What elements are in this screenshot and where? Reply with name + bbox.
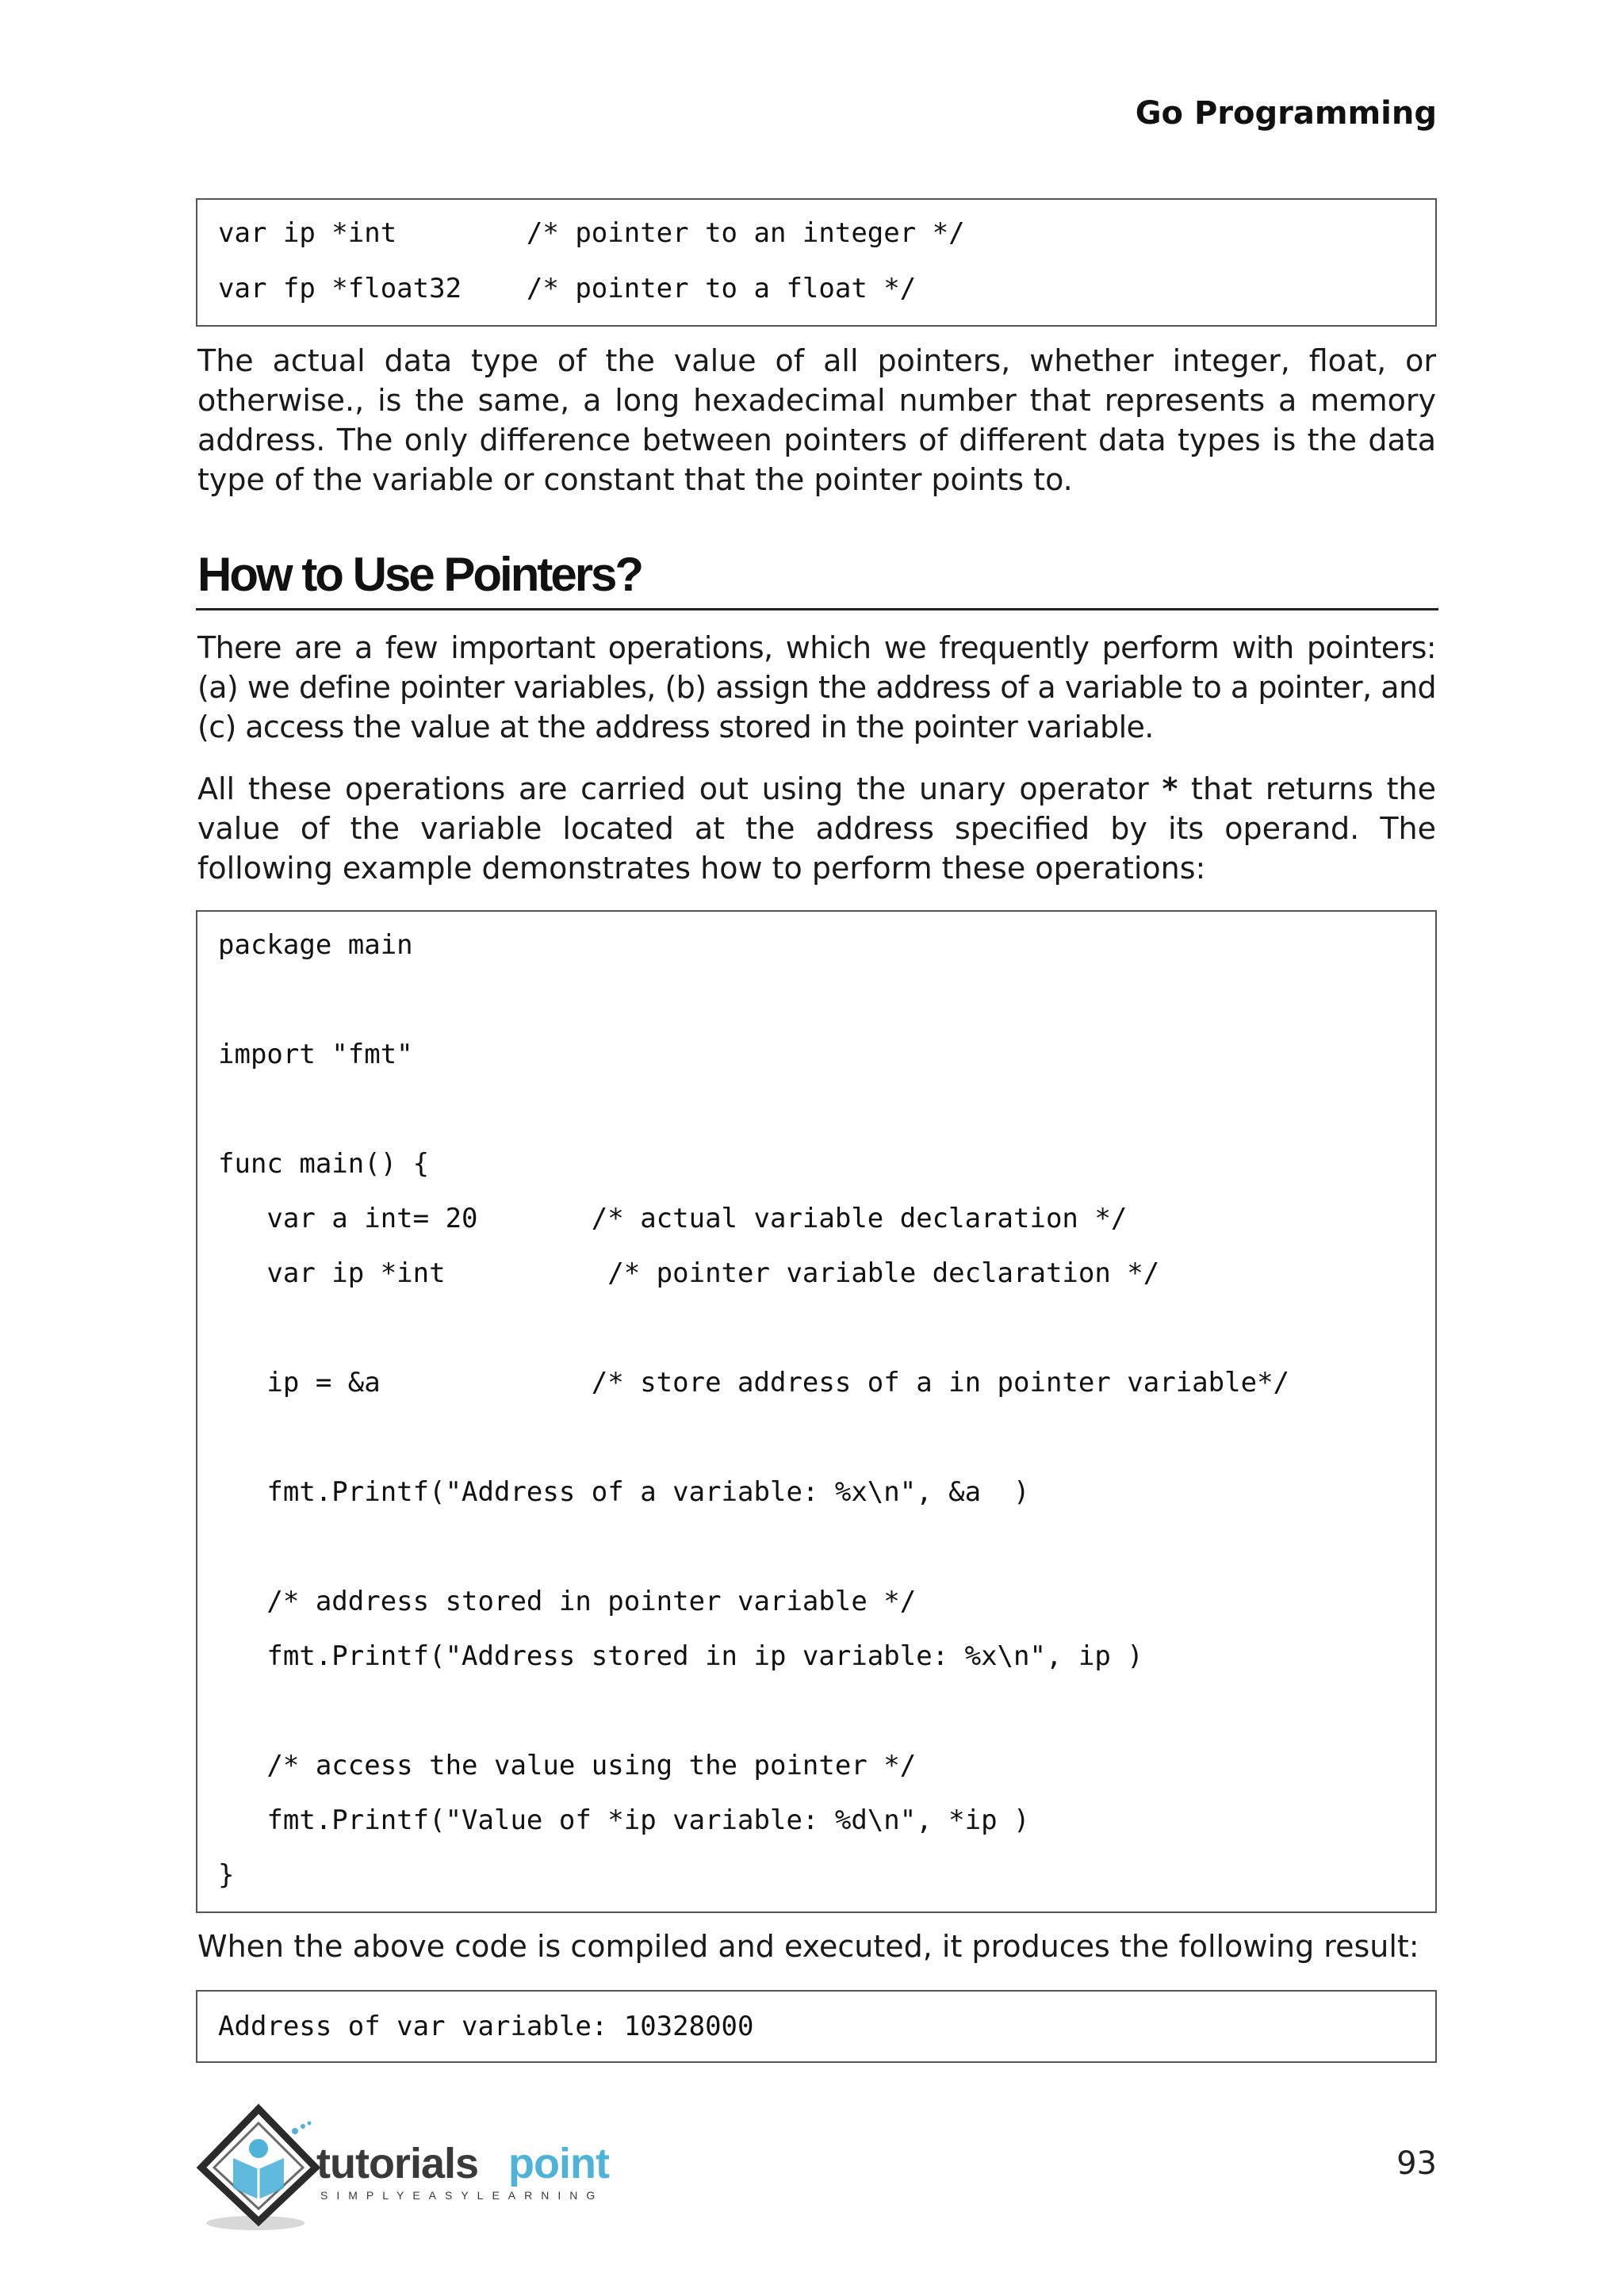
- page-number: 93: [1396, 2145, 1437, 2182]
- code-line: func main() {: [218, 1148, 430, 1180]
- code-block-example: [196, 910, 1437, 1913]
- section-heading: How to Use Pointers?: [197, 548, 642, 601]
- paragraph-pointer-operations: There are a few important operations, which we frequently perform with pointers: (a) we define pointer variables, (b) assign the address of a variable to a pointer, and (c) access the value at the address stored in the pointer variable.: [197, 630, 1436, 744]
- code-line: fmt.Printf("Address stored in ip variable: %x\n", ip ): [218, 1640, 1143, 1672]
- code-line: var ip *int /* pointer to an integer */: [218, 217, 965, 249]
- code-line: package main: [218, 929, 413, 961]
- code-line: var fp *float32 /* pointer to a float */: [218, 273, 917, 304]
- code-block-pointer-declarations: [196, 198, 1437, 327]
- code-line: /* access the value using the pointer */: [218, 1750, 917, 1781]
- code-line: ip = &a /* store address of a in pointer variable*/: [218, 1367, 1290, 1399]
- code-line: }: [218, 1859, 235, 1891]
- logo-mark-icon: [193, 2103, 638, 2237]
- code-line: import "fmt": [218, 1039, 413, 1070]
- logo-text-main: tutorials: [316, 2140, 479, 2187]
- logo-tagline: SIMPLYEASYLEARNING: [320, 2189, 604, 2202]
- logo-text-accent: point: [508, 2140, 609, 2187]
- paragraph-result-intro: When the above code is compiled and executed, it produces the following result:: [197, 1929, 1419, 1964]
- code-line: fmt.Printf("Value of *ip variable: %d\n", *ip ): [218, 1804, 1030, 1836]
- code-line: var a int= 20 /* actual variable declaration */: [218, 1203, 1128, 1234]
- code-line: /* address stored in pointer variable */: [218, 1586, 917, 1617]
- code-line: fmt.Printf("Address of a variable: %x\n", &a ): [218, 1476, 1030, 1508]
- operator-symbol: *: [1162, 771, 1178, 806]
- paragraph-unary-operator: [197, 769, 1436, 888]
- heading-underline: [196, 608, 1438, 610]
- running-header: Go Programming: [1135, 95, 1437, 132]
- paragraph-text-after: that returns the value of the variable located at the address specified by its operand. The following example demonstrates how to perform these operations:: [197, 771, 1436, 886]
- paragraph-pointer-data-type: The actual data type of the value of all pointers, whether integer, float, or otherwise., is the same, a long hexadecimal number that represents a memory address. The only difference between pointers of different data types is the data type of the variable or constant that the pointer points to.: [197, 343, 1436, 497]
- tutorialspoint-logo: [193, 2103, 638, 2237]
- output-line: Address of var variable: 10328000: [218, 2011, 754, 2042]
- paragraph-text-before: All these operations are carried out using the unary operator: [197, 771, 1162, 806]
- code-line: var ip *int /* pointer variable declaration */: [218, 1257, 1160, 1289]
- output-block: [196, 1990, 1437, 2063]
